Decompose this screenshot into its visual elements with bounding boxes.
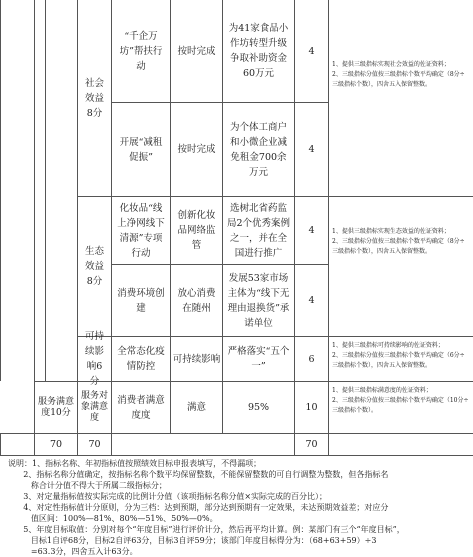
service-subgroup: 服务对象满意度	[77, 381, 111, 433]
score-cell: 4	[294, 196, 328, 264]
note-line: 4、对定性指标值计分原则，分为三档：达到预期，部分达到预期有一定效果，未达预期效益差；对应分	[8, 503, 389, 512]
total-empty-cell	[0, 433, 34, 455]
result-cell: 为41家食品小作坊转型升级争取补助资金60万元	[222, 0, 294, 102]
total-blank	[111, 433, 294, 455]
total-score: 70	[294, 433, 328, 455]
left-margin-cell-2	[34, 0, 45, 381]
note-line: 称合计分值不得大于所属二级指标分；	[8, 481, 167, 490]
group-eco: 生态效益8分	[77, 196, 111, 336]
task-cell: 化妆品“线上净网线下清源”专项行动	[111, 196, 170, 264]
task-cell: “千企万坊”帮扶行动	[111, 0, 170, 102]
remarks-eco: 1、提供三级指标实现生态效益的佐证资料； 2、三级指标分值按三级指标个数平均确定（8分÷三级指标个数），四舍五入保留整数。	[328, 196, 473, 336]
standard-cell: 满意	[170, 381, 222, 433]
total-mid: 70	[77, 433, 111, 455]
remarks-sustain: 1、提供三级指标可持续影响的佐证资料； 2、三级指标分值按三级指标个数平均确定（6分÷三级指标个数），四舍五入保留整数。	[328, 336, 473, 381]
result-cell: 选树北省药监局2个优秀案例之一，并在全国进行推广	[222, 196, 294, 264]
note-line: 目标1自评68分，目标2自评63分，目标3自评59分；该部门年度目标得分为：（68+63+59）÷3	[8, 536, 377, 545]
note-line: =63.3分，四舍五入计63分。	[8, 547, 138, 556]
result-cell: 为个体工商户和小微企业减免租金700余万元	[222, 102, 294, 196]
result-cell: 发展53家市场主体为“线下无理由退换货”承诺单位	[222, 264, 294, 336]
note-line: 值区间：100%—81%、80%—51%、50%—0%。	[8, 514, 218, 523]
score-cell: 4	[294, 0, 328, 102]
task-cell: 开展“减租促振”	[111, 102, 170, 196]
note-line: 5、年度目标取值：分别对每个“年度目标”进行评价计分，然后再平均计算。例：某部门有三个“年度目标”，	[8, 525, 405, 534]
standard-cell: 按时完成	[170, 102, 222, 196]
note-line: 2、指标名称分值确定，按指标名称个数平均保留整数，不能保留整数的可自行调整为整数，但各指标名	[8, 470, 389, 479]
remarks-social: 1、提供三级指标实现社会效益的佐证资料； 2、三级指标分值按三级指标个数平均确定（8分÷三级指标个数），四舍五入保留整数。	[328, 0, 473, 196]
task-cell: 消费环境创建	[111, 264, 170, 336]
total-left: 70	[34, 433, 77, 455]
task-cell: 全常态化疫情防控	[111, 336, 170, 381]
score-cell: 10	[294, 381, 328, 433]
score-cell: 4	[294, 102, 328, 196]
table-bottom-border	[0, 455, 473, 456]
note-line: 说明：1、指标名称、年初指标值按照绩效目标申报表填写，不得漏项；	[8, 459, 262, 468]
result-cell: 95%	[222, 381, 294, 433]
level2-column-cell	[45, 0, 77, 381]
service-group: 服务满意度10分	[34, 381, 77, 433]
score-cell: 4	[294, 264, 328, 336]
total-remarks-blank	[328, 433, 473, 455]
result-cell: 严格落实“五个一”	[222, 336, 294, 381]
task-cell: 消费者满意度度	[111, 381, 170, 433]
standard-cell: 创新化妆品网络监管	[170, 196, 222, 264]
standard-cell: 可持续影响	[170, 336, 222, 381]
group-sustain: 可持续影响6分	[77, 336, 111, 381]
standard-cell: 放心消费在随州	[170, 264, 222, 336]
left-margin-cell	[0, 0, 34, 381]
remarks-service: 1、提供三级指标满意度的佐证资料； 2、三级指标分值按三级指标个数平均确定（10分÷三级指标个数）。	[328, 381, 473, 433]
note-line: 3、对定量指标值按实际完成的比例计分值（该项指标名称分值×实际完成的百分比）；	[8, 492, 328, 501]
group-social: 社会效益8分	[77, 0, 111, 196]
standard-cell: 按时完成	[170, 0, 222, 102]
score-cell: 6	[294, 336, 328, 381]
